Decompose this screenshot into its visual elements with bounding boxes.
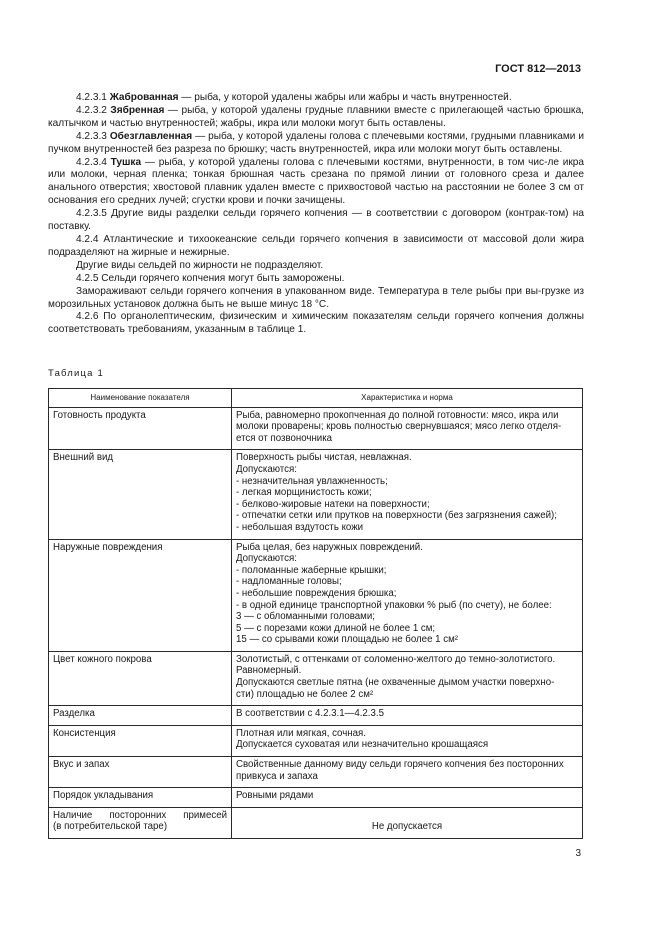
paragraph [48, 131, 584, 157]
table-row [49, 807, 583, 838]
paragraph [48, 260, 584, 273]
paragraph-text: Сельди горячего копчения могут быть заморожены. [101, 272, 345, 284]
value-line: - легкая морщинистость кожи; [236, 487, 372, 499]
paragraph-number: 4.2.3.2 [76, 104, 107, 116]
table-row [49, 725, 583, 756]
paragraph-text: — рыба, у которой удалены голова с плечевыми костями, внутренности, в том чис-ле икра или молоки, черная пленка; тонкая брюшная часть срезана по прямой линии от головного среза и далее анального отверстия; хвостовой плавник удален вместе с прихвостовой частью на расстоянии не более 3 см от основания его средних лучей; сгустки крови и почки зачищены. [48, 156, 584, 207]
indicator-name: Консистенция [49, 725, 232, 756]
table-header-row [49, 389, 583, 408]
paragraph-text: По органолептическим, физическим и химическим показателям сельди горячего копчения должны соответствовать требованиям, указанным в таблице 1. [48, 311, 584, 336]
indicator-value: Не допускается [232, 807, 583, 838]
indicator-value [232, 651, 583, 705]
value-line: Рыба целая, без наружных повреждений. [236, 541, 423, 553]
paragraph [48, 208, 584, 234]
indicator-name: Вкус и запах [49, 757, 232, 788]
standard-header: ГОСТ 812—2013 [495, 63, 581, 75]
value-line: 15 — со срывами кожи площадью не более 1 см² [236, 634, 458, 646]
value-line: сти) площадью не более 2 см² [236, 688, 374, 700]
paragraph [48, 273, 584, 286]
paragraph-text: Атлантические и тихоокеанские сельди горячего копчения в зависимости от массовой доли жира подразделяют на жирные и нежирные. [48, 233, 584, 258]
value-line: Золотистый, с оттенками от соломенно-желтого до темно-золотистого. [236, 653, 556, 665]
table-row [49, 407, 583, 450]
indicator-value [232, 757, 583, 788]
value-line: Рыба, равномерно прокопченная до полной готовности: мясо, икра или [236, 409, 559, 421]
name-line: Наличие посторонних примесей [53, 809, 227, 821]
value-line: - отпечатки сетки или прутков на поверхности (без загрязнения сажей); [236, 510, 557, 522]
value-line: Допускаются: [236, 553, 297, 565]
value-line: молоки проварены; кровь полностью свернувшаяся; мясо легко отделя- [236, 421, 562, 433]
value-line: Поверхность рыбы чистая, невлажная. [236, 452, 412, 464]
value-line: Плотная или мягкая, сочная. [236, 727, 366, 739]
paragraph-text: — рыба, у которой удалены жабры или жабры и часть внутренностей. [178, 92, 512, 103]
indicator-name: Порядок укладывания [49, 788, 232, 808]
indicator-name: Цвет кожного покрова [49, 651, 232, 705]
paragraph-text: Другие виды сельдей по жирности не подразделяют. [76, 259, 324, 271]
paragraph-text: Замораживают сельди горячего копчения в упакованном виде. Температура в теле рыбы при вы-грузке из морозильных установок должна быть не выше минус 18 °С. [48, 285, 584, 310]
indicator-value [232, 725, 583, 756]
indicator-value [232, 539, 583, 651]
table-caption: Таблица 1 [48, 368, 104, 379]
value-line: Допускаются: [236, 463, 297, 475]
column-header-value: Характеристика и норма [232, 389, 583, 408]
body-text [48, 92, 584, 337]
indicator-name: Разделка [49, 706, 232, 726]
term: Зябренная [110, 104, 165, 116]
table-row [49, 757, 583, 788]
indicator-name [49, 807, 232, 838]
indicator-name: Готовность продукта [49, 407, 232, 450]
value-line: ется от позвоночника [236, 432, 333, 444]
value-line: Равномерный. [236, 665, 302, 677]
paragraph [48, 92, 584, 105]
value-line: Свойственные данному виду сельди горячего копчения без посторонних [236, 759, 564, 771]
paragraph-number: 4.2.3.3 [76, 130, 107, 142]
value-line: Ровными рядами [236, 790, 314, 802]
paragraph [48, 286, 584, 312]
paragraph [48, 105, 584, 131]
value-line: привкуса и запаха [236, 770, 318, 782]
value-line: - незначительная увлажненность; [236, 475, 388, 487]
indicator-value [232, 450, 583, 539]
table-row [49, 788, 583, 808]
indicator-name: Наружные повреждения [49, 539, 232, 651]
column-header-name: Наименование показателя [49, 389, 232, 408]
term: Жаброванная [109, 92, 179, 103]
value-line: - белково-жировые натеки на поверхности; [236, 498, 430, 510]
paragraph [48, 157, 584, 209]
table-row [49, 706, 583, 726]
page-number: 3 [575, 848, 581, 859]
value-line: Допускаются светлые пятна (не охваченные дымом участки поверхно- [236, 677, 555, 689]
paragraph-number: 4.2.3.1 [76, 92, 107, 103]
term: Обезглавленная [109, 130, 193, 142]
paragraph-number: 4.2.4 [76, 233, 99, 245]
value-line: - небольшая вздутость кожи [236, 521, 364, 533]
indicator-value [232, 706, 583, 726]
indicator-value [232, 788, 583, 808]
value-line: 3 — с обломанными головами; [236, 611, 375, 623]
value-line: 5 — с порезами кожи длиной не более 1 см; [236, 622, 436, 634]
indicator-value [232, 407, 583, 450]
paragraph-text: Другие виды разделки сельди горячего копчения — в соответствии с договором (контрак-том) на поставку. [48, 208, 584, 233]
paragraph-number: 4.2.3.5 [76, 208, 107, 220]
paragraph [48, 311, 584, 337]
value-line: Допускается суховатая или незначительно крошащаяся [236, 739, 489, 751]
indicator-name: Внешний вид [49, 450, 232, 539]
value-line: - в одной единице транспортной упаковки % рыб (по счету), не более: [236, 599, 552, 611]
value-line: - надломанные головы; [236, 576, 342, 588]
paragraph-text: — рыба, у которой удалены грудные плавники вместе с прилегающей частью брюшка, калтычком и частью внутренностей; жабры, икра или молоки могут быть оставлены. [48, 104, 584, 129]
term: Тушка [110, 156, 142, 168]
paragraph [48, 234, 584, 260]
value-line: - небольшие повреждения брюшка; [236, 587, 397, 599]
paragraph-number: 4.2.6 [76, 311, 99, 323]
paragraph-number: 4.2.3.4 [76, 156, 107, 168]
table-row [49, 450, 583, 539]
indicators-table [48, 388, 583, 839]
value-line: - поломанные жаберные крышки; [236, 564, 387, 576]
paragraph-text: — рыба, у которой удалены голова с плечевыми костями, грудными плавниками и пучком внутренностей без разреза по брюшку; часть внутренностей, икра или молоки могут быть оставлены. [48, 130, 584, 155]
table-row [49, 539, 583, 651]
value-line: В соответствии с 4.2.3.1—4.2.3.5 [236, 708, 384, 720]
name-line: (в потребительской таре) [53, 821, 168, 833]
paragraph-number: 4.2.5 [76, 272, 99, 284]
table-row [49, 651, 583, 705]
